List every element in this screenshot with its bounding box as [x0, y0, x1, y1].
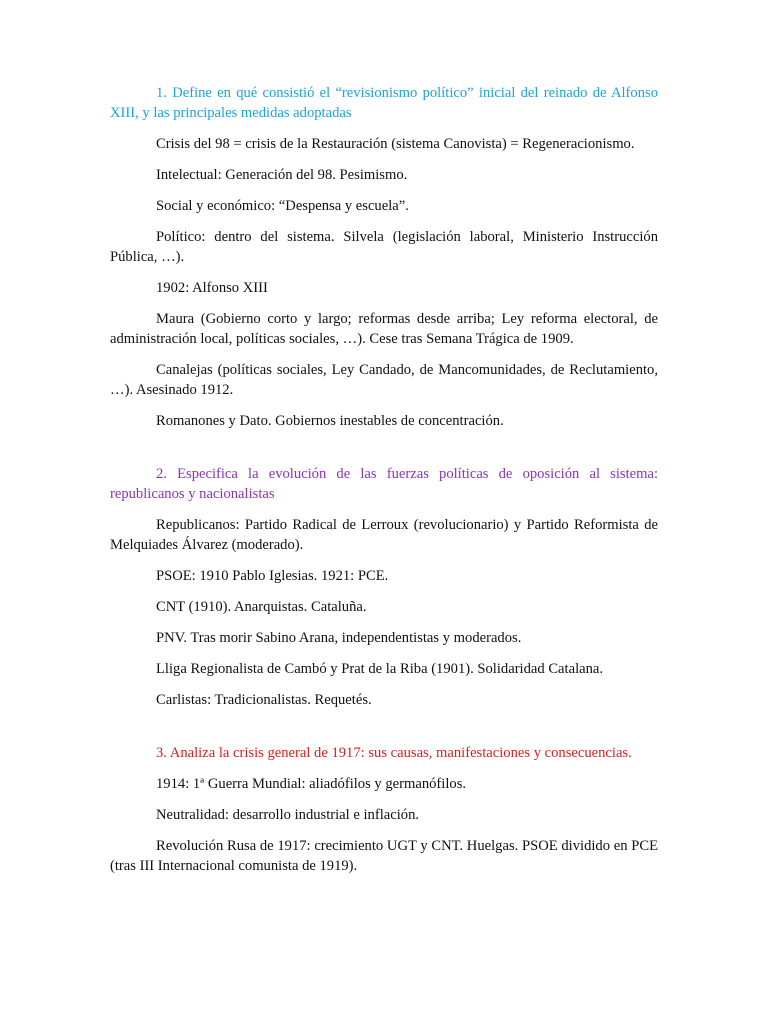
- paragraph: Carlistas: Tradicionalistas. Requetés.: [156, 692, 372, 708]
- section-spacer: [110, 721, 658, 743]
- question-1-heading: 1. Define en qué consistió el “revisionismo político” inicial del reinado de Alfonso XIII, y las principales medidas adoptadas: [110, 85, 658, 121]
- paragraph: Neutralidad: desarrollo industrial e inflación.: [156, 807, 420, 823]
- paragraph: Maura (Gobierno corto y largo; reformas desde arriba; Ley reforma electoral, de administración local, políticas sociales, …). Cese tras Semana Trágica de 1909.: [110, 311, 658, 347]
- paragraph: Romanones y Dato. Gobiernos inestables de concentración.: [156, 413, 504, 429]
- paragraph: Canalejas (políticas sociales, Ley Candado, de Mancomunidades, de Reclutamiento, …). Asesinado 1912.: [110, 362, 658, 398]
- paragraph: Revolución Rusa de 1917: crecimiento UGT y CNT. Huelgas. PSOE dividido en PCE (tras III Internacional comunista de 1919).: [110, 838, 658, 874]
- paragraph: Lliga Regionalista de Cambó y Prat de la Riba (1901). Solidaridad Catalana.: [156, 661, 604, 677]
- document-page: [110, 83, 658, 887]
- paragraph: Político: dentro del sistema. Silvela (legislación laboral, Ministerio Instrucción Pública, …).: [110, 229, 658, 265]
- section-spacer: [110, 442, 658, 464]
- question-2-heading: 2. Especifica la evolución de las fuerzas políticas de oposición al sistema: republicanos y nacionalistas: [110, 466, 658, 502]
- paragraph: PSOE: 1910 Pablo Iglesias. 1921: PCE.: [156, 568, 389, 584]
- paragraph: CNT (1910). Anarquistas. Cataluña.: [156, 599, 367, 615]
- paragraph: Republicanos: Partido Radical de Lerroux (revolucionario) y Partido Reformista de Melquiades Álvarez (moderado).: [110, 517, 658, 553]
- paragraph: 1914: 1ª Guerra Mundial: aliadófilos y germanófilos.: [156, 776, 467, 792]
- paragraph: PNV. Tras morir Sabino Arana, independentistas y moderados.: [156, 630, 522, 646]
- paragraph: Crisis del 98 = crisis de la Restauración (sistema Canovista) = Regeneracionismo.: [156, 136, 635, 152]
- paragraph: Intelectual: Generación del 98. Pesimismo.: [156, 167, 408, 183]
- paragraph: 1902: Alfonso XIII: [156, 280, 268, 296]
- question-3-heading: 3. Analiza la crisis general de 1917: sus causas, manifestaciones y consecuencias.: [156, 745, 632, 761]
- paragraph: Social y económico: “Despensa y escuela”.: [156, 198, 409, 214]
